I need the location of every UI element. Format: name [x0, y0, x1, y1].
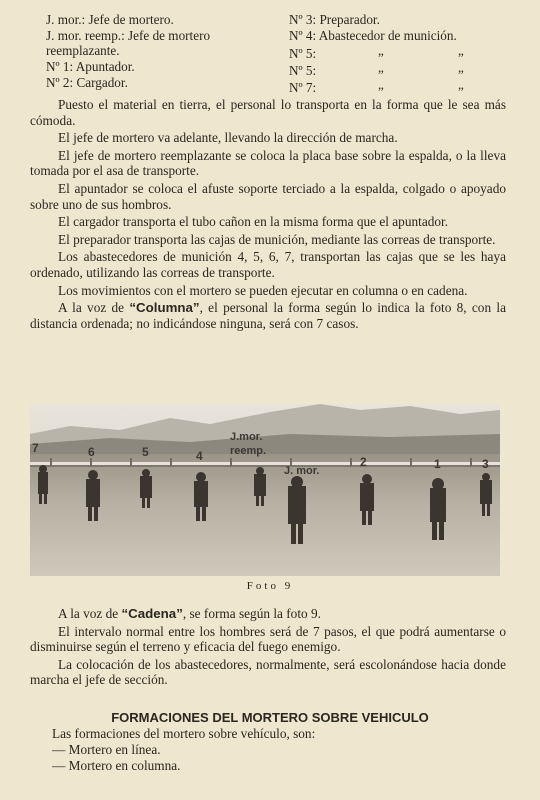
- role-n5a: Nº 5:: [289, 46, 317, 61]
- paragraph: El apuntador se coloca el afuste soporte terciado a la espalda, colgado o apoyado sobre uno de sus hombros.: [30, 180, 506, 212]
- paragraph: El intervalo normal entre los hombres será de 7 pasos, el que podrá aumentarse o disminuirse según el terreno y eficacia del fuego enemigo.: [30, 623, 506, 655]
- photo-label-jmor: J. mor.: [284, 465, 320, 477]
- role-preparador: Nº 3: Preparador.: [289, 12, 380, 27]
- paragraph-columna: [30, 300, 506, 331]
- text: A la voz de: [58, 300, 130, 316]
- bold-term: “Columna”: [129, 300, 200, 316]
- paragraph: El jefe de mortero reemplazante se coloca la placa base sobre la espalda, o la lleva tomada por el asa de transporte.: [30, 147, 506, 179]
- ditto-mark: ”: [458, 50, 464, 65]
- role-jefe-mortero: J. mor.: Jefe de mortero.: [46, 12, 174, 27]
- ditto-mark: ”: [458, 67, 464, 82]
- photo-label-1: 1: [434, 457, 441, 471]
- photo-label-5: 5: [142, 445, 149, 459]
- paragraph-cadena: [30, 606, 506, 622]
- list-item: — Mortero en columna.: [52, 758, 181, 773]
- body-text: [30, 97, 506, 333]
- section-heading: FORMACIONES DEL MORTERO SOBRE VEHICULO: [111, 710, 429, 725]
- paragraph: El jefe de mortero va adelante, llevando la dirección de marcha.: [58, 130, 398, 146]
- role-n5b: Nº 5:: [289, 63, 317, 78]
- role-cargador: Nº 2: Cargador.: [46, 75, 128, 90]
- photo-label-7: 7: [32, 441, 39, 455]
- lower-body-text: [30, 606, 506, 690]
- photo-9: [30, 404, 500, 576]
- field-photo: [30, 404, 500, 576]
- role-apuntador: Nº 1: Apuntador.: [46, 59, 135, 74]
- ditto-mark: ”: [458, 84, 464, 99]
- text: A la voz de: [58, 606, 122, 621]
- ditto-mark: ”: [378, 67, 384, 82]
- paragraph: El cargador transporta el tubo cañon en la misma forma que el apuntador.: [58, 214, 449, 230]
- photo-label-4: 4: [196, 449, 203, 463]
- photo-label-6: 6: [88, 445, 95, 459]
- text: , el personal la forma según lo indica la foto 8, con la distancia ordenada; no indicándose ninguna, será con 7 casos.: [30, 300, 506, 331]
- final-list: [52, 726, 512, 774]
- paragraph: Los abastecedores de munición 4, 5, 6, 7, transportan las cajas que se les haya ordenado, utilizando las correas de transporte.: [30, 249, 506, 280]
- ditto-mark: ”: [378, 50, 384, 65]
- bold-term: “Cadena”: [121, 606, 183, 621]
- text: , se forma según la foto 9.: [182, 606, 321, 621]
- ditto-mark: ”: [378, 84, 384, 99]
- photo-label-jmor-reemp: J.mor.: [230, 431, 263, 443]
- paragraph: Puesto el material en tierra, el personal lo transporta en la forma que le sea más cómoda.: [30, 97, 506, 128]
- photo-label-jmor-reemp-2: reemp.: [230, 445, 267, 457]
- list-item: — Mortero en línea.: [52, 742, 161, 757]
- role-n7: Nº 7:: [289, 80, 317, 95]
- paragraph: La colocación de los abastecedores, normalmente, será escolonándose hacia donde marcha el jefe de sección.: [30, 656, 506, 688]
- photo-label-3: 3: [482, 457, 489, 471]
- paragraph: Los movimientos con el mortero se pueden ejecutar en columna o en cadena.: [58, 282, 468, 298]
- role-abastecedor: Nº 4: Abastecedor de munición.: [289, 28, 457, 43]
- role-jefe-reemplazante: J. mor. reemp.: Jefe de mortero: [46, 28, 211, 43]
- paragraph: El preparador transporta las cajas de munición, mediante las correas de transporte.: [58, 231, 496, 247]
- role-jefe-reemplazante-cont: reemplazante.: [46, 43, 120, 58]
- photo-caption: Foto 9: [246, 580, 294, 592]
- photo-label-2: 2: [360, 455, 367, 469]
- list-intro: Las formaciones del mortero sobre vehículo, son:: [52, 726, 316, 741]
